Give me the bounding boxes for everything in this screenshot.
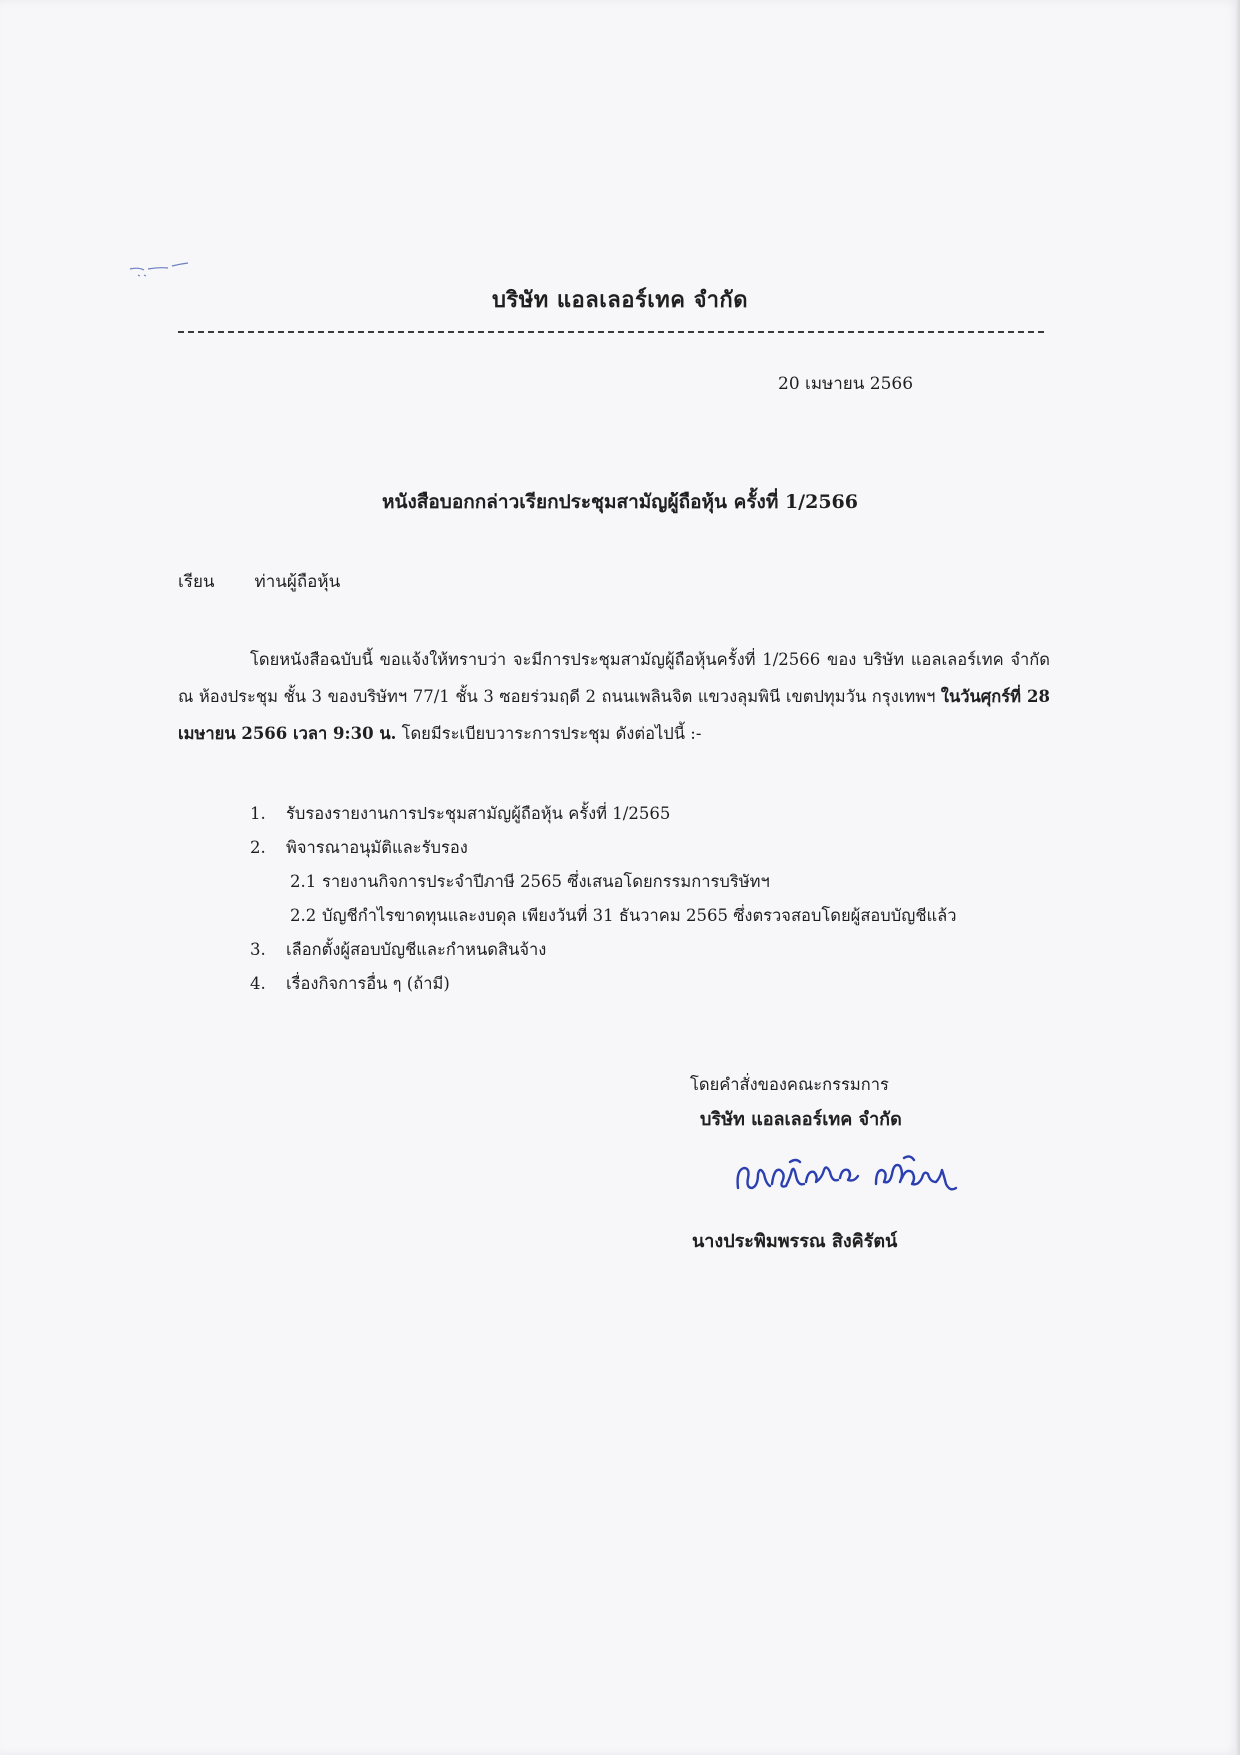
document-date: 20 เมษายน 2566 bbox=[778, 374, 914, 394]
agenda-subitem-number: 2.2 bbox=[290, 906, 317, 925]
signing-company: บริษัท แอลเลอร์เทค จำกัด bbox=[700, 1109, 902, 1130]
agenda-item-text: เลือกตั้งผู้สอบบัญชีและกำหนดสินจ้าง bbox=[286, 940, 547, 959]
agenda-subitem-text: บัญชีกำไรขาดทุนและงบดุล เพียงวันที่ 31 ธันวาคม 2565 ซึ่งตรวจสอบโดยผู้สอบบัญชีแล้ว bbox=[322, 906, 957, 925]
agenda-subitem bbox=[250, 899, 957, 933]
agenda-item bbox=[250, 831, 957, 865]
meeting-datetime: ในวันศุกร์ที่ 28 เมษายน 2566 เวลา 9:30 น. bbox=[178, 687, 1050, 743]
page-edge bbox=[1236, 0, 1240, 1755]
salutation bbox=[178, 568, 340, 595]
by-order-of-board: โดยคำสั่งของคณะกรรมการ bbox=[690, 1075, 889, 1094]
header-divider bbox=[178, 331, 1044, 333]
agenda-subitem-text: รายงานกิจการประจำปีภาษี 2565 ซึ่งเสนอโดยกรรมการบริษัทฯ bbox=[322, 872, 770, 891]
agenda-subitem bbox=[250, 865, 957, 899]
agenda-item bbox=[250, 967, 957, 1001]
agenda-item-text: รับรองรายงานการประชุมสามัญผู้ถือหุ้น ครั้งที่ 1/2565 bbox=[286, 804, 671, 823]
signer-name: นางประพิมพรรณ สิงคิรัตน์ bbox=[692, 1231, 898, 1252]
agenda-item-number: 4. bbox=[250, 974, 266, 993]
body-text-part2: โดยมีระเบียบวาระการประชุม ดังต่อไปนี้ :- bbox=[396, 724, 702, 743]
scan-mark-icon bbox=[128, 255, 198, 285]
agenda-item-text: เรื่องกิจการอื่น ๆ (ถ้ามี) bbox=[286, 974, 450, 993]
agenda-item bbox=[250, 933, 957, 967]
agenda-item-number: 1. bbox=[250, 804, 266, 823]
body-text-part1: โดยหนังสือฉบับนี้ ขอแจ้งให้ทราบว่า จะมีการประชุมสามัญผู้ถือหุ้นครั้งที่ 1/2566 ของ บริษัท แอลเลอร์เทค จำกัด ณ ห้องประชุม ชั้น 3 ของบริษัทฯ 77/1 ชั้น 3 ซอยร่วมฤดี 2 ถนนเพลินจิต แขวงลุมพินี เขตปทุมวัน กรุงเทพฯ bbox=[178, 650, 1050, 706]
salutation-recipient: ท่านผู้ถือหุ้น bbox=[254, 572, 341, 592]
agenda-item bbox=[250, 797, 957, 831]
salutation-label: เรียน bbox=[178, 572, 215, 592]
agenda-item-number: 2. bbox=[250, 838, 266, 857]
company-header: บริษัท แอลเลอร์เทค จำกัด bbox=[491, 287, 749, 313]
agenda-item-number: 3. bbox=[250, 940, 266, 959]
handwritten-signature bbox=[730, 1148, 970, 1208]
signature-block bbox=[690, 1068, 970, 1255]
document-title: หนังสือบอกกล่าวเรียกประชุมสามัญผู้ถือหุ้น ครั้งที่ 1/2566 bbox=[381, 491, 858, 513]
agenda-subitem-number: 2.1 bbox=[290, 872, 317, 891]
agenda-item-text: พิจารณาอนุมัติและรับรอง bbox=[286, 838, 468, 857]
body-paragraph bbox=[178, 641, 1050, 752]
agenda-list bbox=[250, 797, 957, 1001]
